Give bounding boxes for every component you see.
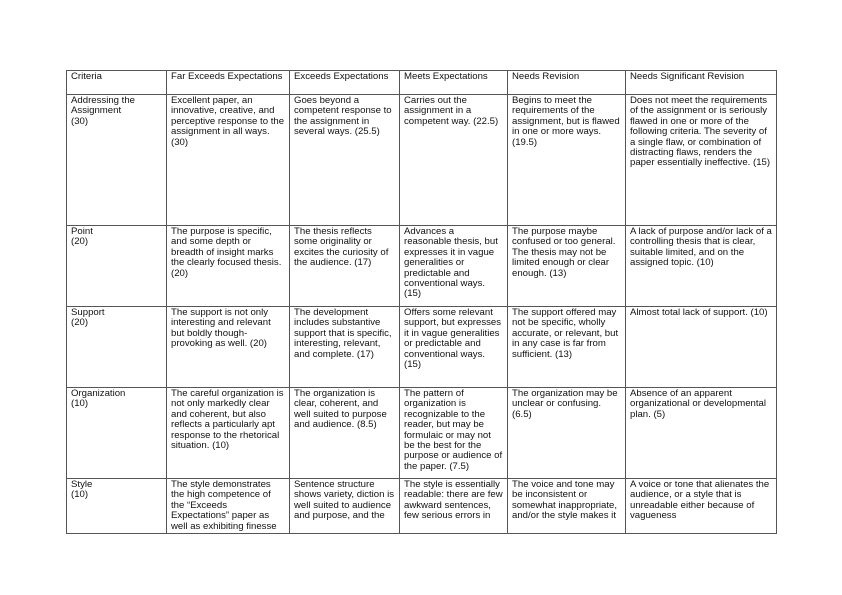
rubric-cell: Sentence structure shows variety, diction is well suited to audience and purpose, and the [290,479,400,534]
table-row [67,479,777,534]
header-needs-significant-revision: Needs Significant Revision [626,71,777,95]
rubric-cell: The support is not only interesting and relevant but boldly though-provoking as well. (20) [167,307,290,388]
rubric-cell: Absence of an apparent organizational or developmental plan. (5) [626,388,777,479]
table-header-row [67,71,777,95]
criterion-points: (10) [71,398,89,410]
rubric-cell: The purpose is specific, and some depth or breadth of insight marks the clearly focused thesis. (20) [167,226,290,307]
rubric-cell: The purpose maybe confused or too general. The thesis may not be limited enough or clear enough. (13) [508,226,626,307]
criterion-cell [67,479,167,534]
rubric-cell: A lack of purpose and/or lack of a controlling thesis that is clear, suitable limited, and on the assigned topic. (10) [626,226,777,307]
rubric-cell: The support offered may not be specific, wholly accurate, or relevant, but in any case is far from sufficient. (13) [508,307,626,388]
rubric-cell: Goes beyond a competent response to the assignment in several ways. (25.5) [290,95,400,226]
rubric-cell: Advances a reasonable thesis, but expresses it in vague generalities or predictable and conventional ways. (15) [400,226,508,307]
table-row [67,307,777,388]
criterion-name: Addressing the Assignment [71,95,135,117]
rubric-cell: The style demonstrates the high competence of the “Exceeds Expectations” paper as well as exhibiting finesse [167,479,290,534]
table-row [67,95,777,226]
rubric-cell: The pattern of organization is recognizable to the reader, but may be formulaic or may not be the best for the purpose or audience of the paper. (7.5) [400,388,508,479]
header-exceeds: Exceeds Expectations [290,71,400,95]
table-row [67,226,777,307]
rubric-cell: The development includes substantive support that is specific, interesting, relevant, and complete. (17) [290,307,400,388]
header-criteria: Criteria [67,71,167,95]
rubric-cell: The careful organization is not only markedly clear and coherent, but also reflects a particularly apt response to the rhetorical situation. (10) [167,388,290,479]
criterion-points: (10) [71,489,89,501]
criterion-name: Style [71,479,93,490]
rubric-cell: Offers some relevant support, but expresses it in vague generalities or predictable and conventional ways. (15) [400,307,508,388]
criterion-points: (20) [71,317,89,329]
criterion-points: (20) [71,236,89,248]
criterion-cell [67,95,167,226]
table-row [67,388,777,479]
rubric-cell: A voice or tone that alienates the audience, or a style that is unreadable either because of vagueness [626,479,777,534]
rubric-table [66,70,777,534]
criterion-cell [67,226,167,307]
header-far-exceeds: Far Exceeds Expectations [167,71,290,95]
criterion-cell [67,307,167,388]
rubric-cell: Begins to meet the requirements of the assignment, but is flawed in one or more ways. (19.5) [508,95,626,226]
criterion-points: (30) [71,115,89,127]
header-needs-revision: Needs Revision [508,71,626,95]
rubric-cell: The voice and tone may be inconsistent or somewhat inappropriate, and/or the style makes it [508,479,626,534]
criterion-cell [67,388,167,479]
rubric-cell: Almost total lack of support. (10) [626,307,777,388]
rubric-cell: The style is essentially readable: there are few awkward sentences, few serious errors in [400,479,508,534]
rubric-cell: The organization may be unclear or confusing. (6.5) [508,388,626,479]
rubric-cell: Does not meet the requirements of the assignment or is seriously flawed in one or more of the following criteria. The severity of a single flaw, or combination of distracting flaws, renders the paper essentially ineffective. (15) [626,95,777,226]
rubric-cell: The organization is clear, coherent, and well suited to purpose and audience. (8.5) [290,388,400,479]
rubric-cell: Excellent paper, an innovative, creative, and perceptive response to the assignment in all ways. (30) [167,95,290,226]
criterion-name: Support [71,307,105,318]
header-meets: Meets Expectations [400,71,508,95]
criterion-name: Point [71,226,93,237]
rubric-cell: Carries out the assignment in a competent way. (22.5) [400,95,508,226]
criterion-name: Organization [71,388,126,399]
rubric-cell: The thesis reflects some originality or excites the curiosity of the audience. (17) [290,226,400,307]
